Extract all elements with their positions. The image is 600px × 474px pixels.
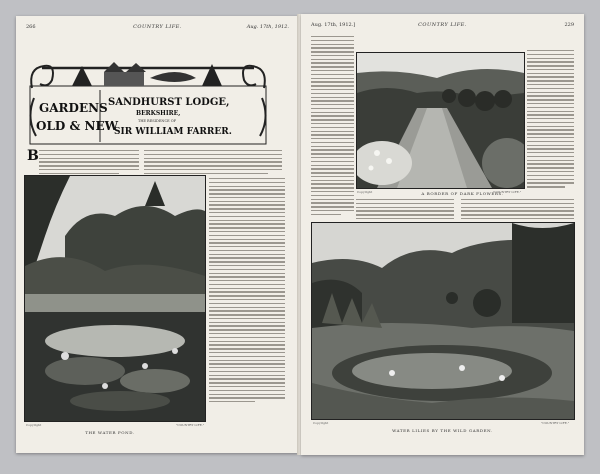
water-pond-photo (24, 175, 206, 422)
gardens-old-new-banner (26, 58, 270, 146)
banner-county: BERKSHIRE, (136, 110, 181, 117)
left-page (16, 16, 299, 453)
left-intro-text-col1 (39, 150, 139, 176)
bottom-photo-credit-left: Copyright (313, 421, 329, 425)
left-running-head: COUNTRY LIFE. (133, 24, 182, 30)
left-page-date: Aug. 17th, 1912. (246, 24, 289, 30)
banner-residence-of: THE RESIDENCE OF (138, 119, 177, 123)
water-pond-caption: THE WATER POND. (85, 430, 135, 435)
bottom-photo-credit-right: "COUNTRY LIFE." (541, 421, 570, 425)
left-page-header (26, 24, 289, 32)
left-page-number: 266 (26, 24, 36, 30)
right-page-header (311, 22, 574, 30)
left-intro-text-col2 (144, 150, 282, 176)
banner-house-name: SANDHURST LODGE, (108, 97, 230, 108)
right-running-head: COUNTRY LIFE. (418, 22, 467, 28)
left-credit-country-life: "COUNTRY LIFE." (176, 423, 205, 427)
banner-series-line2: OLD & NEW (36, 119, 119, 133)
right-page-number: 229 (564, 22, 574, 28)
top-photo-credit-left: Copyright (357, 190, 373, 194)
dark-flowers-border-photo (356, 52, 525, 189)
drop-cap: B (27, 148, 39, 164)
water-lilies-wild-garden-photo (311, 222, 575, 420)
top-photo-credit-right: "COUNTRY LIFE." (493, 190, 522, 194)
banner-series-line1: GARDENS (39, 101, 108, 115)
right-text-col-right (527, 50, 574, 190)
right-page (301, 14, 584, 455)
banner-owner: SIR WILLIAM FARRER. (114, 127, 232, 137)
right-page-date: Aug. 17th, 1912.] (311, 22, 356, 28)
dark-flowers-caption: A BORDER OF DARK FLOWERS. (421, 191, 504, 196)
left-credit-copyright: Copyright (26, 423, 42, 427)
left-body-text (209, 178, 285, 405)
water-lilies-caption: WATER LILIES BY THE WILD GARDEN. (392, 428, 493, 433)
